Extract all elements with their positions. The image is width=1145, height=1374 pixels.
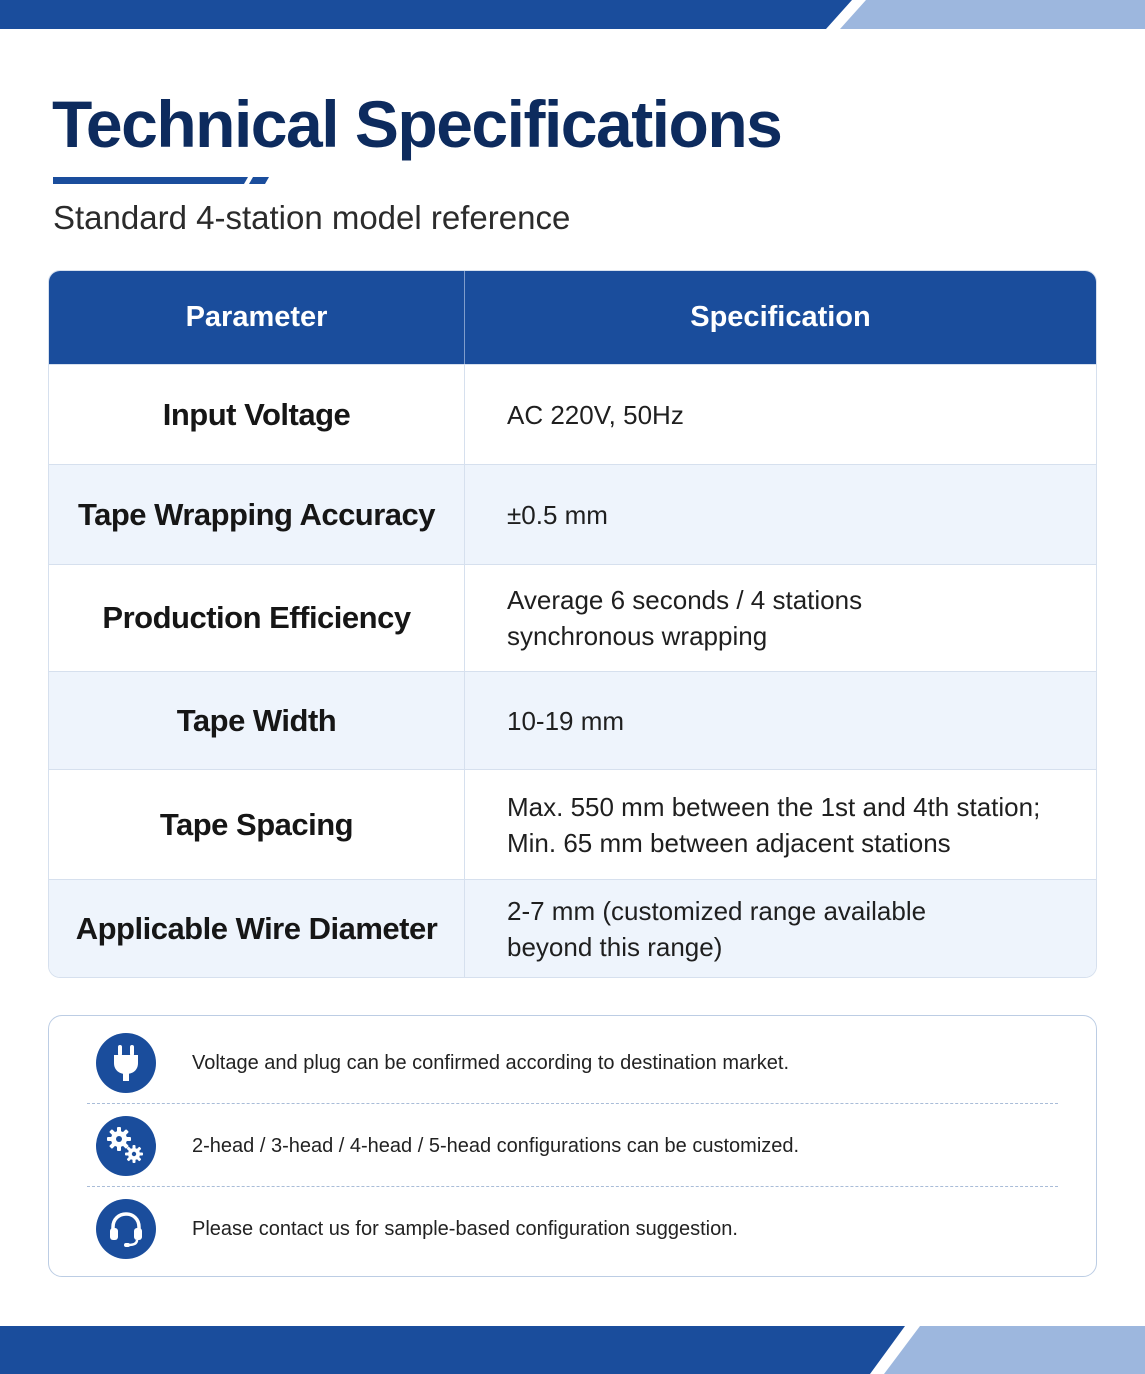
title-underline [53, 172, 269, 190]
notes-box [48, 1015, 1097, 1277]
spec-table [48, 270, 1097, 978]
table-row [49, 879, 1096, 977]
note-item [49, 1105, 1096, 1187]
spec-line: beyond this range) [507, 931, 723, 962]
spec-line: synchronous wrapping [507, 621, 768, 651]
table-header [49, 271, 1096, 364]
note-text: Voltage and plug can be confirmed according to destination market. [192, 1051, 790, 1074]
row-parameter: Tape Width [49, 672, 465, 769]
spec-line: Max. 550 mm between the 1st and 4th station; [507, 791, 1041, 822]
table-row [49, 769, 1096, 879]
row-specification [465, 465, 1096, 564]
row-parameter: Applicable Wire Diameter [49, 880, 465, 977]
spec-line: Average 6 seconds / 4 stations [507, 585, 863, 615]
row-parameter: Tape Spacing [49, 770, 465, 879]
gears-icon [96, 1116, 156, 1176]
spec-line: ±0.5 mm [507, 499, 608, 530]
row-parameter: Tape Wrapping Accuracy [49, 465, 465, 564]
plug-icon [96, 1033, 156, 1093]
note-text: Please contact us for sample-based configuration suggestion. [192, 1217, 738, 1240]
row-specification [465, 365, 1096, 464]
row-specification [465, 770, 1096, 879]
row-specification [465, 880, 1096, 977]
note-divider [87, 1186, 1058, 1187]
note-text: 2-head / 3-head / 4-head / 5-head configurations can be customized. [192, 1134, 800, 1157]
headset-icon [96, 1199, 156, 1259]
row-specification [465, 672, 1096, 769]
header-specification: Specification [690, 301, 871, 333]
table-row [49, 671, 1096, 769]
row-specification [465, 565, 1096, 671]
page-subtitle: Standard 4-station model reference [53, 199, 571, 236]
spec-line: Min. 65 mm between adjacent stations [507, 827, 951, 858]
table-row [49, 364, 1096, 464]
note-divider [87, 1103, 1058, 1104]
header-parameter: Parameter [49, 271, 465, 364]
page-title: Technical Specifications [52, 87, 782, 161]
table-row [49, 564, 1096, 671]
bottom-banner [0, 1326, 1145, 1374]
spec-line: 10-19 mm [507, 705, 625, 736]
spec-line: AC 220V, 50Hz [507, 399, 684, 430]
spec-line: 2-7 mm (customized range available [507, 895, 927, 926]
note-item [49, 1188, 1096, 1270]
table-row [49, 464, 1096, 564]
note-item [49, 1022, 1096, 1104]
row-parameter: Input Voltage [49, 365, 465, 464]
top-banner [0, 0, 1145, 29]
row-parameter: Production Efficiency [49, 565, 465, 671]
